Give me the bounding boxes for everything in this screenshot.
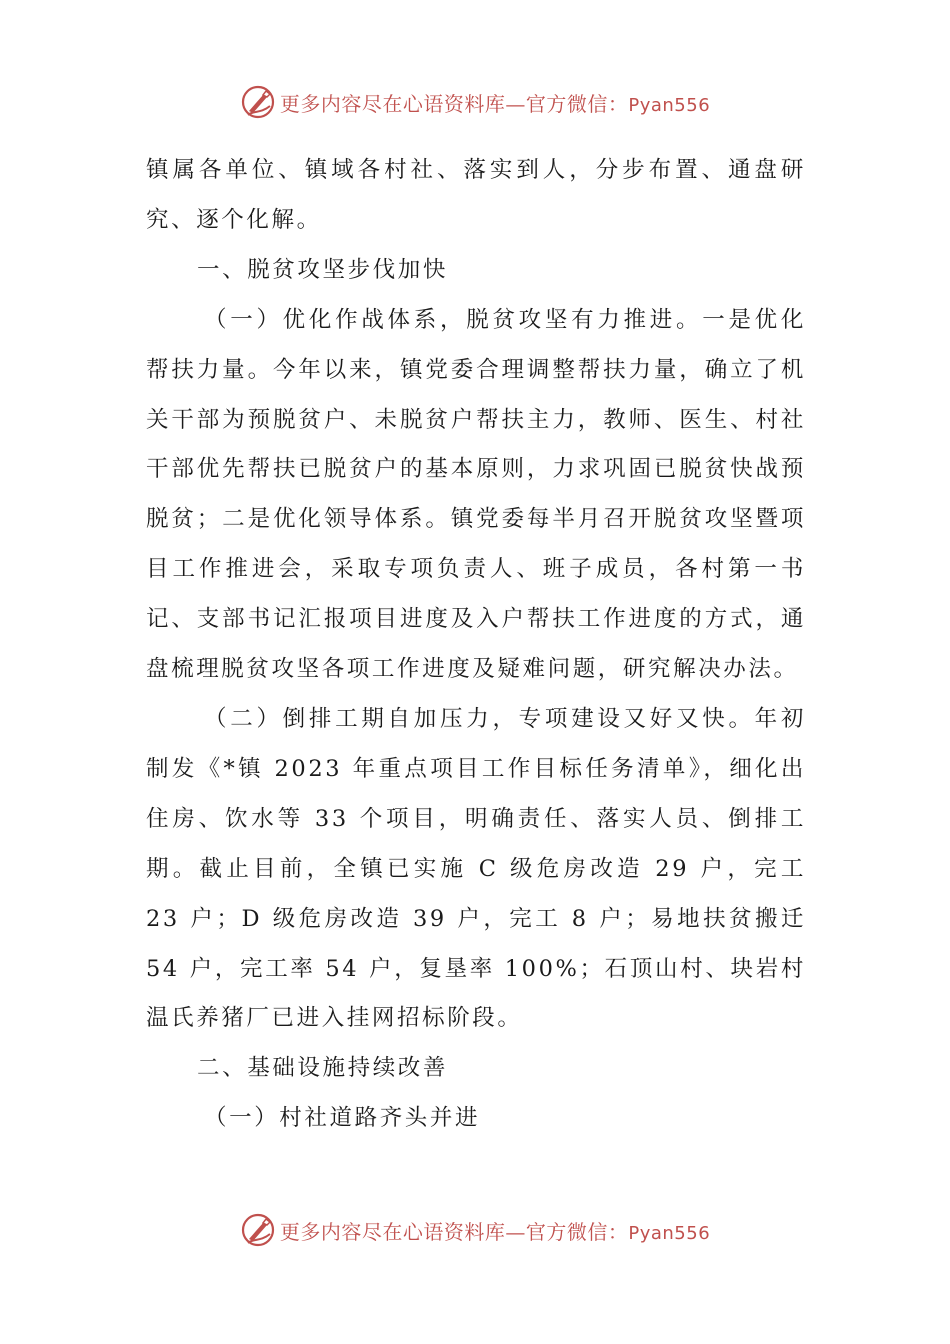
- wechat-id: Pyan556: [628, 94, 711, 116]
- pen-nib-logo-icon: [240, 1212, 276, 1248]
- footer-banner: [0, 1208, 950, 1252]
- document-body: [146, 146, 806, 1144]
- section-heading-2: 二、基础设施持续改善: [197, 1055, 449, 1082]
- subsection-heading-2-1: （一）村社道路齐头并进: [204, 1105, 481, 1132]
- header-banner: [0, 80, 950, 124]
- paragraph-continuation: 镇属各单位、镇域各村社、落实到人，分步布置、通盘研究、逐个化解。: [146, 157, 806, 233]
- paragraph-1-2: （二）倒排工期自加压力，专项建设又好又快。年初制发《*镇 2023 年重点项目工作目标任务清单》，细化出住房、饮水等 33 个项目，明确责任、落实人员、倒排工期。截止目前，全镇已实施 C 级危房改造 29 户，完工 23 户；D 级危房改造 39 户，完工 8 户；易地扶贫搬迁 54 户，完工率 54 户，复垦率 100%；石顶山村、块岩村温氏养猪厂已进入挂网招标阶段。: [146, 705, 806, 1032]
- section-heading-1: 一、脱贫攻坚步伐加快: [197, 256, 449, 283]
- banner-text: 更多内容尽在心语资料库—官方微信：Pyan556: [279, 91, 711, 116]
- banner-text: 更多内容尽在心语资料库—官方微信：Pyan556: [279, 1219, 711, 1244]
- pen-nib-logo-icon: [240, 84, 276, 120]
- paragraph-1-1: （一）优化作战体系，脱贫攻坚有力推进。一是优化帮扶力量。今年以来，镇党委合理调整帮扶力量，确立了机关干部为预脱贫户、未脱贫户帮扶主力，教师、医生、村社干部优先帮扶已脱贫户的基本原则，力求巩固已脱贫快战预脱贫；二是优化领导体系。镇党委每半月召开脱贫攻坚暨项目工作推进会，采取专项负责人、班子成员，各村第一书记、支部书记汇报项目进度及入户帮扶工作进度的方式，通盘梳理脱贫攻坚各项工作进度及疑难问题，研究解决办法。: [146, 306, 806, 683]
- wechat-id: Pyan556: [628, 1222, 711, 1244]
